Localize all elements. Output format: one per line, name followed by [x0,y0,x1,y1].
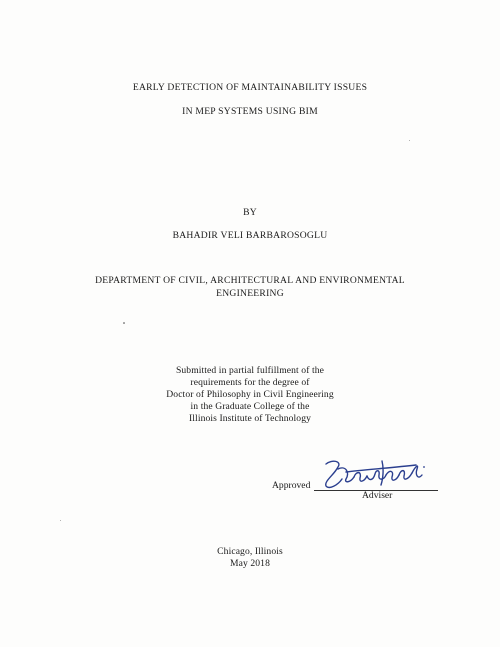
thesis-title-line-2: IN MEP SYSTEMS USING BIM [182,106,318,117]
submission-line-3: Doctor of Philosophy in Civil Engineering [166,389,334,400]
author-name: BAHADIR VELI BARBAROSOGLU [172,230,328,241]
location-city: Chicago, Illinois [217,546,283,557]
scan-speck [123,322,125,324]
by-label: BY [243,207,257,218]
approved-label: Approved [272,480,311,491]
scan-speck [409,140,410,141]
submission-line-1: Submitted in partial fulfillment of the [175,365,325,376]
submission-line-4: in the Graduate College of the [190,401,310,412]
submission-line-5: Illinois Institute of Technology [189,413,311,424]
department-line-1: DEPARTMENT OF CIVIL, ARCHITECTURAL AND ENVIRONMENTAL [95,275,405,286]
submission-line-2: requirements for the degree of [190,377,310,388]
department-line-2: ENGINEERING [216,288,284,299]
approval-block [272,480,442,500]
scan-speck [60,520,61,521]
thesis-title-line-1: EARLY DETECTION OF MAINTAINABILITY ISSUES [132,82,368,93]
adviser-label: Adviser [362,490,393,501]
adviser-signature [320,455,430,493]
submission-date: May 2018 [230,558,270,569]
